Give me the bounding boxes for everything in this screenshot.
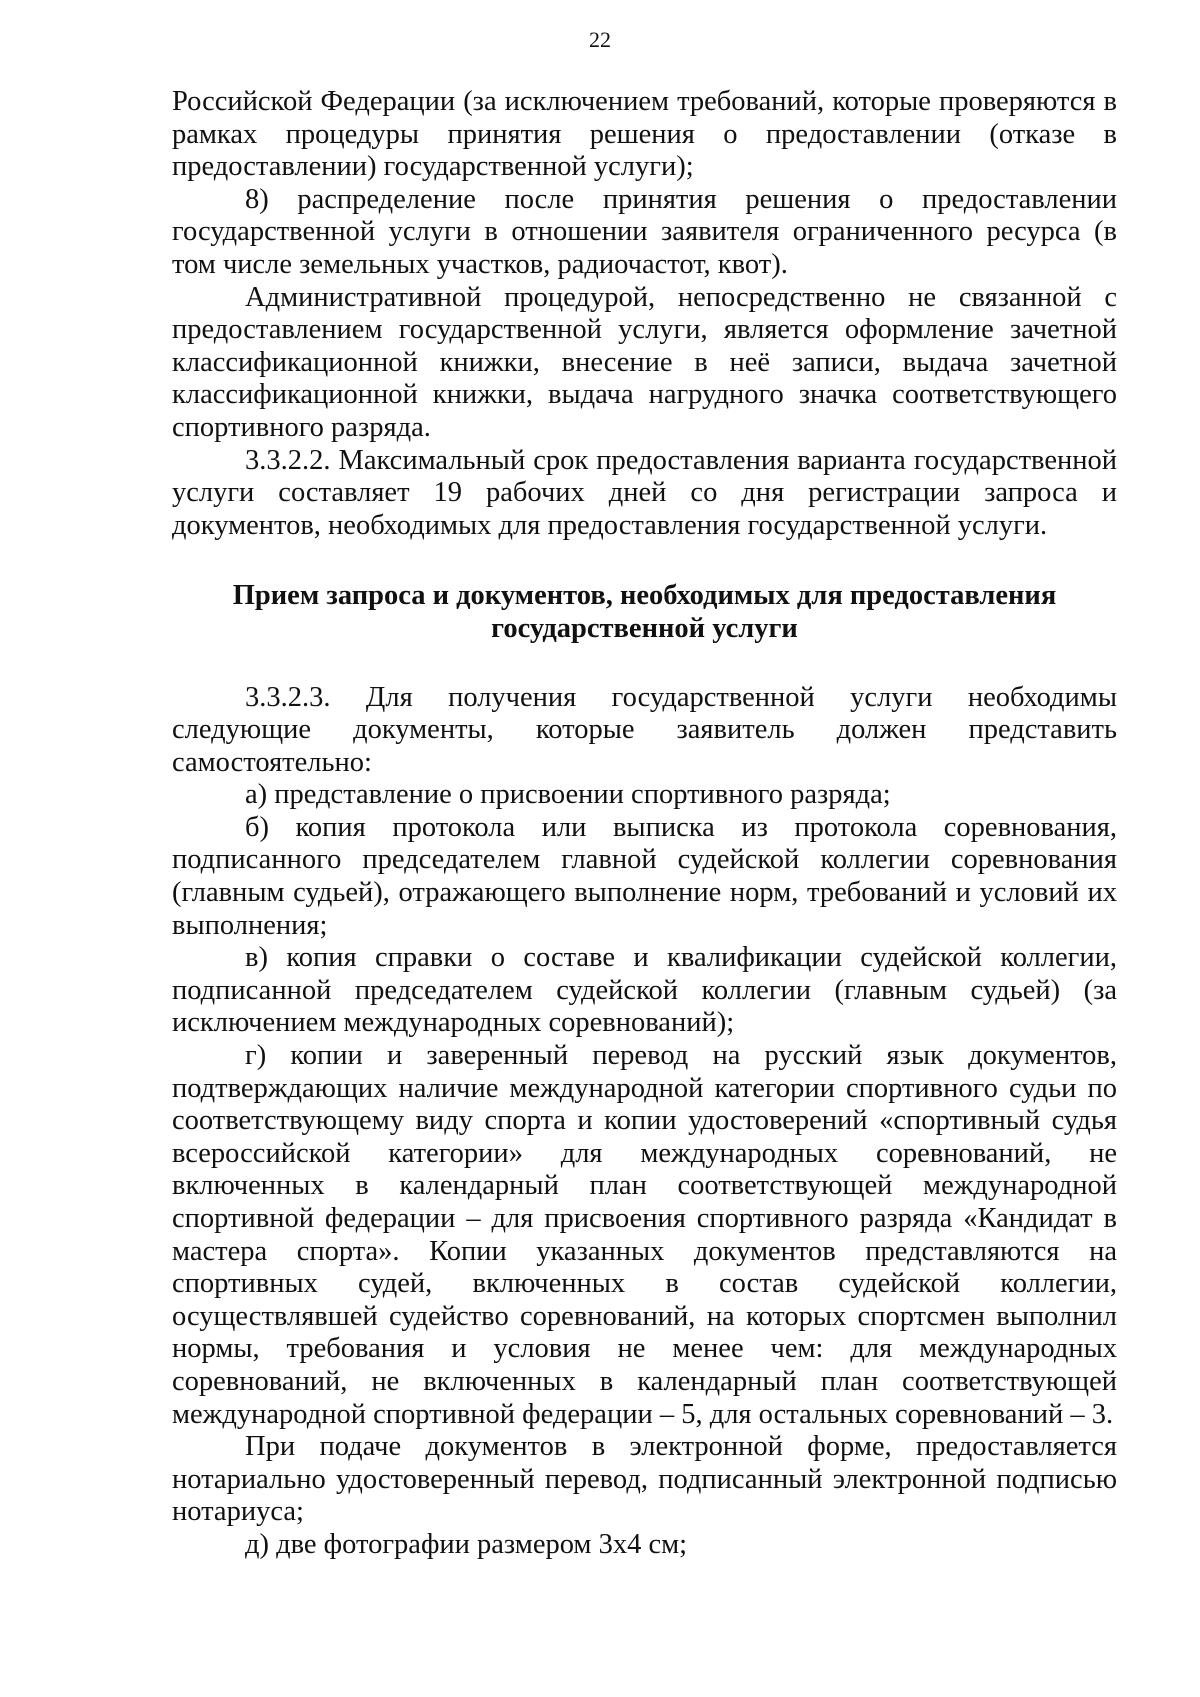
list-item-d: д) две фотографии размером 3х4 см; (245, 1528, 688, 1560)
paragraph-3-3-2-2: 3.3.2.2. Максимальный срок предоставления варианта государственной услуги составляет 19 рабочих дней со дня регистрации запроса и документов, необходимых для предоставления государственной услуги. (172, 444, 1117, 541)
list-item-g: г) копии и заверенный перевод на русский язык документов, подтверждающих наличие международной категории спортивного судьи по соответствующему виду спорта и копии удостоверений «спортивный судья всероссийской категории» для международных соревнований, не включенных в календарный план соответствующей международной спортивной федерации – для присвоения спортивного разряда «Кандидат в мастера спорта». Копии указанных документов представляются на спортивных судей, включенных в состав судейской коллегии, осуществлявшей судейство соревнований, на которых спортсмен выполнил нормы, требования и условия не менее чем: для международных соревнований, не включенных в календарный план соответствующей международной спортивной федерации – 5, для остальных соревнований – 3. (172, 1040, 1117, 1430)
paragraph-continuation: Российской Федерации (за исключением требований, которые проверяются в рамках процедуры принятия решения о предоставлении (отказе в предоставлении) государственной услуги); (172, 86, 1117, 183)
document-body (172, 86, 1117, 1562)
paragraph-3-3-2-3: 3.3.2.3. Для получения государственной услуги необходимы следующие документы, которые заявитель должен представить самостоятельно: (172, 681, 1117, 778)
page-number: 22 (589, 27, 611, 52)
list-item-b: б) копия протокола или выписка из протокола соревнования, подписанного председателем главной судейской коллегии соревнования (главным судьей), отражающего выполнение норм, требований и условий их выполнения; (172, 811, 1117, 941)
list-item-v: в) копия справки о составе и квалификации судейской коллегии, подписанной председателем судейской коллегии (главным судьей) (за исключением международных соревнований); (172, 942, 1117, 1039)
paragraph-item-8: 8) распределение после принятия решения о предоставлении государственной услуги в отношении заявителя ограниченного ресурса (в том числе земельных участков, радиочастот, квот). (172, 183, 1117, 280)
paragraph-electronic-submission: При подаче документов в электронной форме, предоставляется нотариально удостоверенный перевод, подписанный электронной подписью нотариуса; (172, 1431, 1117, 1528)
list-item-a: а) представление о присвоении спортивного разряда; (245, 779, 891, 811)
section-heading: Прием запроса и документов, необходимых для предоставления государственной услуги (232, 580, 1057, 644)
paragraph-admin-procedure: Административной процедурой, непосредственно не связанной с предоставлением государственной услуги, является оформление зачетной классификационной книжки, внесение в неё записи, выдача зачетной классификационной книжки, выдача нагрудного значка соответствующего спортивного разряда. (172, 281, 1117, 443)
